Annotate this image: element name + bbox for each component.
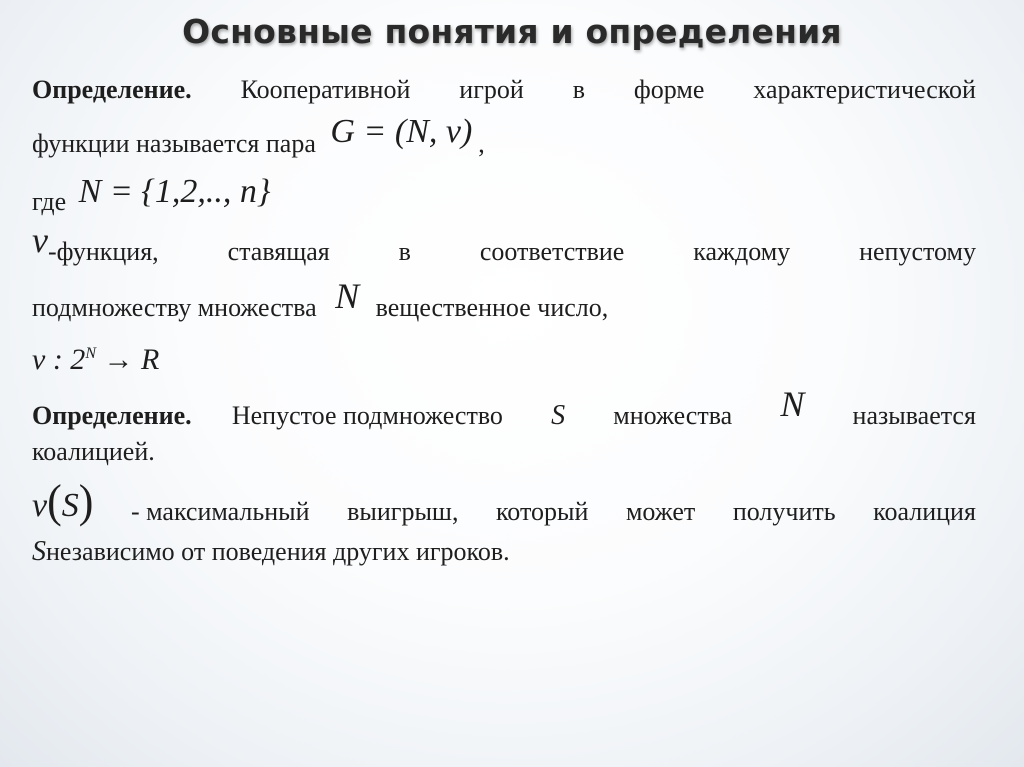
def1-label: Определение. xyxy=(32,75,192,104)
def1-word: Кооперативной xyxy=(240,75,411,104)
def1-word: в xyxy=(572,75,585,104)
def1-line1 xyxy=(32,74,976,106)
def2-label: Определение. xyxy=(32,401,192,430)
def2-word: может xyxy=(625,497,696,526)
symbol-s: S xyxy=(551,400,566,431)
left-paren: ( xyxy=(47,475,62,528)
mapping-formula-left: v : 2 xyxy=(32,343,86,376)
def1-word: в xyxy=(398,237,411,266)
def1-word: каждому xyxy=(693,237,791,266)
def1-line2-text: функции называется пара xyxy=(32,129,316,158)
mapping-formula-sup: N xyxy=(85,345,96,362)
mapping-formula xyxy=(32,343,159,376)
def2-word: выигрыш, xyxy=(347,497,459,526)
payoff-s: S xyxy=(61,487,79,524)
def1-line6 xyxy=(32,338,159,377)
def2-line4-text: независимо от поведения других игроков. xyxy=(46,537,510,566)
def1-line5-text: подмножеству множества xyxy=(32,293,317,322)
def1-word: форме xyxy=(633,75,705,104)
def2-line2-text: коалицией. xyxy=(32,437,155,466)
def1-word: -функция, xyxy=(47,237,159,266)
def1-line2 xyxy=(32,113,485,160)
payoff-v: v xyxy=(32,487,48,524)
def2-word: который xyxy=(496,497,589,526)
def2-line3 xyxy=(32,475,976,528)
symbol-n: N xyxy=(780,384,805,424)
def2-text-b: множества xyxy=(613,401,733,430)
symbol-v: v xyxy=(32,220,48,260)
players-set-formula: N = {1,2,.., n} xyxy=(78,173,271,210)
def2-word: - максимальный xyxy=(130,497,310,526)
def1-line3 xyxy=(32,173,271,218)
def2-line4 xyxy=(32,536,510,568)
def1-word: характеристической xyxy=(753,75,976,104)
def2-line1 xyxy=(32,384,976,432)
def2-text-a: Непустое подмножество xyxy=(231,401,503,430)
symbol-n: N xyxy=(335,276,360,316)
def1-line2-tail: , xyxy=(478,129,485,158)
payoff-formula xyxy=(32,475,94,528)
game-formula: G = (N, v) xyxy=(330,113,473,150)
def1-word: игрой xyxy=(459,75,524,104)
slide-title: Основные понятия и определения xyxy=(182,12,842,51)
def1-line5 xyxy=(32,276,609,324)
def1-word: соответствие xyxy=(479,237,625,266)
mapping-formula-right: → R xyxy=(103,343,160,376)
def2-text-c: называется xyxy=(852,401,976,430)
def1-where: где xyxy=(32,187,67,216)
def1-line5-tail: вещественное число, xyxy=(375,293,609,322)
def2-word: получить xyxy=(732,497,836,526)
def1-word: непустому xyxy=(859,237,976,266)
def1-line4 xyxy=(32,220,976,268)
def1-word: ставящая xyxy=(227,237,330,266)
right-paren: ) xyxy=(78,475,94,528)
def2-line2 xyxy=(32,436,155,468)
symbol-s: S xyxy=(32,536,46,567)
def2-word: коалиция xyxy=(873,497,976,526)
